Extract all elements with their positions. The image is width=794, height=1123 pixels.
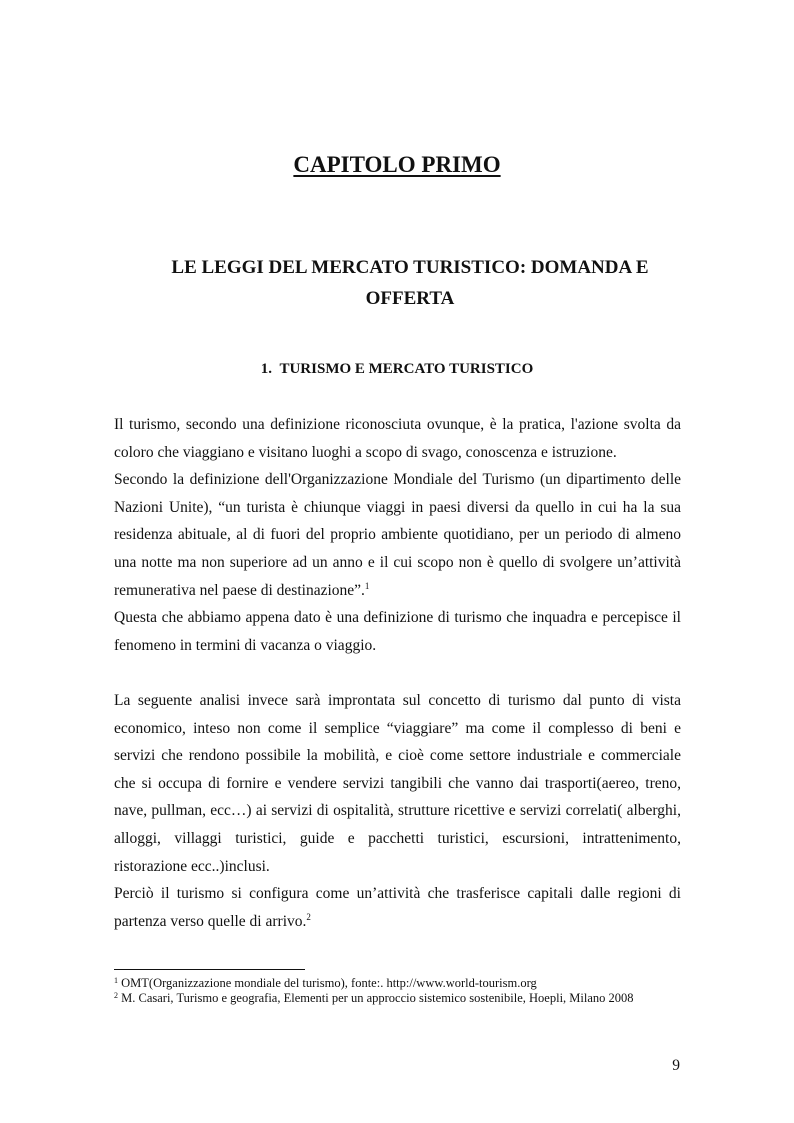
paragraph-5 xyxy=(114,880,681,935)
body-text xyxy=(114,411,681,935)
paragraph-1-text: Il turismo, secondo una definizione riconosciuta ovunque, è la pratica, l'azione svolta da coloro che viaggiano e visitano luoghi a scopo di svago, conoscenza e istruzione. xyxy=(114,416,681,461)
footnote-2-number: 2 xyxy=(114,991,118,1000)
chapter-title: CAPITOLO PRIMO xyxy=(293,152,501,177)
footnote-1-number: 1 xyxy=(114,976,118,985)
paragraph-4-text: La seguente analisi invece sarà improntata sul concetto di turismo dal punto di vista economico, inteso non come il semplice “viaggiare” ma come il complesso di beni e servizi che rendono possibile la mobilità, e cioè come settore industriale e commerciale che si occupa di fornire e vendere servizi tangibili che vanno dai trasporti(aereo, treno, nave, pullman, ecc…) ai servizi di ospitalità, strutture ricettive e servizi correlati( alberghi, alloggi, villaggi turistici, guide e pacchetti turistici, escursioni, intrattenimento, ristorazione ecc..)inclusi. xyxy=(114,691,681,875)
paragraph-4 xyxy=(114,687,681,880)
footnote-2 xyxy=(114,991,694,1006)
section-heading-number: 1. xyxy=(260,361,272,377)
footnote-1-text: OMT(Organizzazione mondiale del turismo), fonte:. http://www.world-tourism.org xyxy=(121,976,537,990)
footnote-ref-1[interactable]: 1 xyxy=(364,580,370,591)
paragraph-2-text: Secondo la definizione dell'Organizzazione Mondiale del Turismo (un dipartimento delle Nazioni Unite), “un turista è chiunque viaggi in paesi diversi da quello in cui ha la sua residenza abituale, al di fuori del proprio ambiente quotidiano, per un periodo di almeno una notte ma non superiore ad un anno e il cui scopo non è quello di svolgere un’attività remunerativa nel paese di destinazione”. xyxy=(114,471,681,599)
paragraph-3 xyxy=(114,604,681,659)
section-heading-text: TURISMO E MERCATO TURISTICO xyxy=(279,361,534,377)
paragraph-1 xyxy=(114,411,681,466)
page-number: 9 xyxy=(672,1057,680,1074)
section-title: LE LEGGI DEL MERCATO TURISTICO: DOMANDA E OFFERTA xyxy=(171,257,649,309)
footnote-2-text: M. Casari, Turismo e geografia, Elementi per un approccio sistemico sostenibile, Hoepli, Milano 2008 xyxy=(121,991,634,1005)
footnote-1 xyxy=(114,976,694,991)
paragraph-2 xyxy=(114,466,681,604)
footnote-ref-2[interactable]: 2 xyxy=(306,911,311,922)
section-heading xyxy=(0,361,794,378)
paragraph-5-text: Perciò il turismo si configura come un’attività che trasferisce capitali dalle regioni di partenza verso quelle di arrivo. xyxy=(114,885,681,930)
paragraph-3-text: Questa che abbiamo appena dato è una definizione di turismo che inquadra e percepisce il fenomeno in termini di vacanza o viaggio. xyxy=(114,609,681,654)
footnote-divider xyxy=(114,969,305,970)
footnotes xyxy=(114,976,694,1006)
